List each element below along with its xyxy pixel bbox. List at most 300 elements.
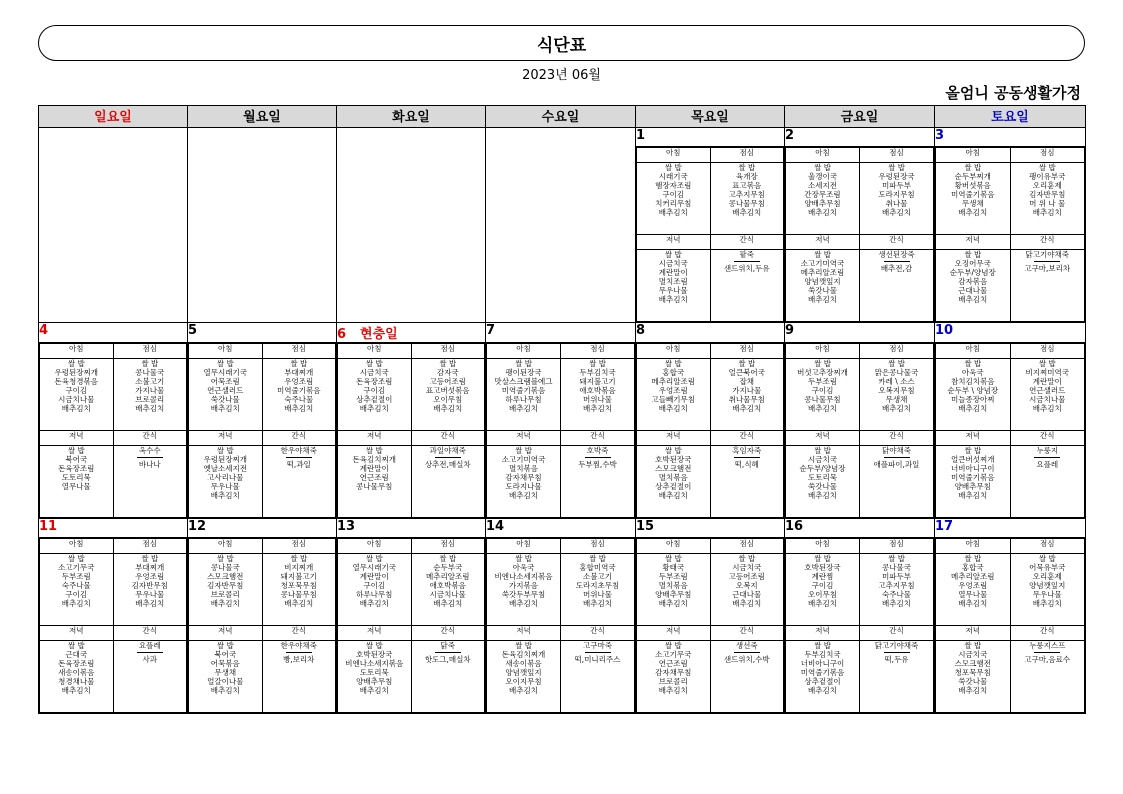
- snack-item-1: 한우야채죽: [280, 446, 317, 455]
- breakfast-label: 아침: [786, 148, 860, 163]
- day-number: 2: [785, 128, 795, 143]
- meal-label-row: [936, 148, 1085, 163]
- dinner-label: 저녁: [936, 431, 1011, 446]
- day-meal-cell: [337, 343, 486, 519]
- breakfast-label: 아침: [189, 344, 263, 359]
- day-meal-cell: [935, 538, 1086, 714]
- breakfast-menu: 쌀 밥 팽이된장국 맛살스크램블에그 미역줄기볶음 하루나무침 배추김치: [487, 359, 561, 431]
- lunch-label: 점심: [561, 539, 635, 554]
- weekday-header-row: [39, 106, 1086, 128]
- dinner-menu: 쌀 밥 소고기무국 연근조림 감자채무침 브로콜리 배추김치: [637, 641, 711, 713]
- dinner-menu: 쌀 밥 돈육김치찌개 계란말이 연근조림 콩나물무침: [338, 446, 412, 518]
- meal-content-row: [338, 446, 485, 518]
- snack-item-1: 옥수수: [138, 446, 161, 455]
- meal-content-row: [189, 359, 336, 431]
- snack-divider: [435, 652, 461, 653]
- meal-label-row: [40, 539, 187, 554]
- meal-content-row: [637, 554, 784, 626]
- breakfast-label: 아침: [487, 344, 561, 359]
- snack-label: 간식: [561, 431, 635, 446]
- meal-content-row: [936, 641, 1085, 713]
- snack-label: 간식: [1010, 431, 1085, 446]
- snack-menu: [1010, 250, 1085, 322]
- lunch-label: 점심: [1010, 148, 1085, 163]
- snack-divider: [1034, 457, 1060, 458]
- snack-label: 간식: [411, 431, 485, 446]
- breakfast-menu: 쌀 밥 시금치국 돈육장조림 구이김 상추겉절이 배추김치: [338, 359, 412, 431]
- lunch-menu: 쌀 밥 부대찌개 우엉조림 미역줄기볶음 숙주나물 배추김치: [262, 359, 336, 431]
- day-number-cell: [636, 519, 785, 538]
- organization-name: 올엄니 공동생활가정: [945, 84, 1081, 102]
- meal-label-row: [936, 431, 1085, 446]
- weekday-monday: 월요일: [188, 106, 337, 128]
- meal-label-row: [189, 539, 336, 554]
- day-number: 10: [935, 323, 954, 338]
- lunch-menu: 쌀 밥 비지찌개 돼지불고기 청포묵무침 콩나물무침 배추김치: [262, 554, 336, 626]
- snack-item-1: 고구마죽: [583, 641, 612, 650]
- dinner-menu: 쌀 밥 북어국 돈육장조림 도토리묵 열무나물: [40, 446, 114, 518]
- breakfast-label: 아침: [786, 539, 860, 554]
- meal-content-row: [637, 163, 784, 235]
- meal-content-row: [40, 641, 187, 713]
- day-number: 17: [935, 519, 954, 534]
- breakfast-menu: 쌀 밥 울갱이국 소세지전 간장무조림 양배추무침 배추김치: [786, 163, 860, 235]
- snack-item-2: 상추전,매실차: [424, 460, 471, 469]
- meal-content-row: [487, 446, 635, 518]
- day-meal-cell: [636, 343, 785, 519]
- breakfast-label: 아침: [637, 148, 711, 163]
- breakfast-menu: 쌀 밥 버섯고추장찌개 두부조림 구이김 콩나물무침 배추김치: [786, 359, 860, 431]
- snack-label: 간식: [860, 626, 934, 641]
- meal-content-row: [936, 446, 1085, 518]
- snack-item-2: 샌드위치,수박: [723, 655, 770, 664]
- day-number: 7: [486, 323, 496, 338]
- day-meal-grid: [935, 538, 1085, 713]
- snack-item-2: 고구마,음료수: [1024, 655, 1071, 664]
- holiday-label: 현충일: [360, 327, 398, 342]
- breakfast-label: 아침: [936, 539, 1011, 554]
- lunch-label: 점심: [1010, 539, 1085, 554]
- dinner-label: 저녁: [189, 431, 263, 446]
- day-meal-grid: [337, 538, 485, 713]
- breakfast-label: 아침: [936, 344, 1011, 359]
- day-number-cell: [636, 323, 785, 343]
- day-number-cell: [39, 323, 188, 343]
- lunch-label: 점심: [860, 344, 934, 359]
- day-number: 11: [39, 519, 58, 534]
- breakfast-menu: 쌀 밥 아욱국 참치김치볶음 순두부 \ 양념장 미늘종장아찌 배추김치: [936, 359, 1011, 431]
- day-number: 1: [636, 128, 646, 143]
- lunch-label: 점심: [860, 148, 934, 163]
- snack-item-1: 닭야채죽: [882, 446, 911, 455]
- snack-item-2: 핫도그,매실차: [424, 655, 471, 664]
- page-title: 식단표: [38, 25, 1085, 61]
- snack-label: 간식: [1010, 235, 1085, 250]
- meal-content-row: [637, 250, 784, 322]
- day-number: 16: [785, 519, 804, 534]
- meal-label-row: [637, 431, 784, 446]
- meal-label-row: [786, 344, 934, 359]
- snack-divider: [137, 457, 163, 458]
- snack-divider: [884, 652, 910, 653]
- lunch-label: 점심: [710, 148, 784, 163]
- dinner-label: 저녁: [40, 431, 114, 446]
- dinner-label: 저녁: [338, 431, 412, 446]
- day-meal-grid: [935, 147, 1085, 322]
- meal-label-row: [637, 344, 784, 359]
- meal-label-row: [338, 626, 485, 641]
- weekday-tuesday: 화요일: [337, 106, 486, 128]
- dinner-label: 저녁: [637, 431, 711, 446]
- dinner-label: 저녁: [487, 626, 561, 641]
- snack-label: 간식: [710, 431, 784, 446]
- day-number-cell: [39, 519, 188, 538]
- breakfast-label: 아침: [637, 539, 711, 554]
- meal-calendar: [38, 105, 1086, 714]
- breakfast-menu: 쌀 밥 우렁된장찌개 돈육청경볶음 구이김 시금치나물 배추김치: [40, 359, 114, 431]
- meal-content-row: [338, 641, 485, 713]
- day-number: 13: [337, 519, 356, 534]
- weekday-wednesday: 수요일: [486, 106, 636, 128]
- snack-item-1: 누룽지: [1036, 446, 1059, 455]
- weekday-saturday: 토요일: [935, 106, 1086, 128]
- dinner-label: 저녁: [786, 626, 860, 641]
- breakfast-menu: 쌀 밥 열무시래기국 어묵조림 연근샐러드 쑥갓나물 배추김치: [189, 359, 263, 431]
- breakfast-menu: 쌀 밥 열무시래기국 계란말이 구이김 하루나무침 배추김치: [338, 554, 412, 626]
- snack-label: 간식: [860, 431, 934, 446]
- meal-label-row: [786, 235, 934, 250]
- meal-content-row: [936, 250, 1085, 322]
- empty-day-cell: [486, 128, 636, 323]
- snack-label: 간식: [710, 235, 784, 250]
- meal-content-row: [338, 359, 485, 431]
- meal-content-row: [189, 641, 336, 713]
- day-meal-cell: [188, 538, 337, 714]
- snack-label: 간식: [860, 235, 934, 250]
- meal-label-row: [637, 539, 784, 554]
- snack-item-2: 애플파이,과일: [873, 460, 920, 469]
- snack-item-2: 떡,과일: [286, 460, 311, 469]
- breakfast-menu: 쌀 밥 순두부찌개 황버섯볶음 미역줄기볶음 무생채 배추김치: [936, 163, 1011, 235]
- dinner-menu: 쌀 밥 얼큰버섯찌개 너비아니구이 미역줄기볶음 양배추무침 배추김치: [936, 446, 1011, 518]
- dinner-label: 저녁: [338, 626, 412, 641]
- lunch-menu: 쌀 밥 우렁된장국 미파두부 도라지무침 취나물 배추김치: [860, 163, 934, 235]
- lunch-menu: 쌀 밥 팽이유부국 오리훈제 김자반무침 머 위 나 물 배추김치: [1010, 163, 1085, 235]
- snack-divider: [585, 457, 611, 458]
- meal-label-row: [936, 235, 1085, 250]
- snack-label: 간식: [411, 626, 485, 641]
- lunch-label: 점심: [710, 539, 784, 554]
- week-1-number-row: [39, 128, 1086, 147]
- dinner-menu: 쌀 밥 시금치국 계란말이 멸치조림 무우나물 배추김치: [637, 250, 711, 322]
- dinner-label: 저녁: [487, 431, 561, 446]
- meal-label-row: [487, 539, 635, 554]
- day-number: 6: [337, 327, 347, 342]
- snack-item-2: 고구마,보리차: [1024, 264, 1071, 273]
- day-meal-grid: [935, 343, 1085, 518]
- snack-item-2: 바나나: [138, 460, 161, 469]
- day-number-cell: [935, 323, 1086, 343]
- dinner-label: 저녁: [936, 235, 1011, 250]
- snack-item-2: 샌드위치,두유: [723, 264, 770, 273]
- meal-label-row: [338, 344, 485, 359]
- dinner-menu: 쌀 밥 호박된장국 비엔나소세지볶음 도토리묵 양배추무침 배추김치: [338, 641, 412, 713]
- dinner-label: 저녁: [637, 626, 711, 641]
- dinner-menu: 쌀 밥 돈육김치찌개 새송이볶음 양념깻잎지 오이지무침 배추김치: [487, 641, 561, 713]
- day-meal-cell: [39, 538, 188, 714]
- lunch-label: 점심: [262, 539, 336, 554]
- day-meal-cell: [935, 147, 1086, 323]
- snack-item-2: 떡,미니리주스: [574, 655, 621, 664]
- dinner-label: 저녁: [786, 431, 860, 446]
- dinner-menu: 쌀 밥 소고기미역국 메추리알조림 양념깻잎지 쑥갓나물 배추김치: [786, 250, 860, 322]
- dinner-menu: 쌀 밥 우렁된장찌개 옛날소세지전 고사리나물 무우나물 배추김치: [189, 446, 263, 518]
- snack-divider: [884, 261, 910, 262]
- lunch-menu: 쌀 밥 육개장 표고볶음 고추지무침 콩나물무침 배추김치: [710, 163, 784, 235]
- meal-label-row: [487, 626, 635, 641]
- lunch-label: 점심: [860, 539, 934, 554]
- lunch-menu: 쌀 밥 시금치국 고등어조림 오복지 근대나물 배추김치: [710, 554, 784, 626]
- day-number: 15: [636, 519, 655, 534]
- day-meal-grid: [337, 343, 485, 518]
- snack-menu: [262, 641, 336, 713]
- breakfast-label: 아침: [487, 539, 561, 554]
- meal-content-row: [40, 554, 187, 626]
- snack-menu: [860, 446, 934, 518]
- day-number-cell: [785, 128, 935, 147]
- lunch-menu: 쌀 밥 콩나물국 소불고기 가지나물 브로콜리 배추김치: [113, 359, 187, 431]
- breakfast-label: 아침: [786, 344, 860, 359]
- day-meal-grid: [188, 538, 336, 713]
- week-3-number-row: [39, 519, 1086, 538]
- day-meal-cell: [486, 538, 636, 714]
- dinner-menu: 쌀 밥 근대국 돈육장조림 새송이볶음 청경채나물 배추김치: [40, 641, 114, 713]
- snack-item-2: 떡,식혜: [734, 460, 759, 469]
- day-number-cell: [935, 128, 1086, 147]
- week-3-body-row: [39, 538, 1086, 714]
- snack-menu: [411, 641, 485, 713]
- meal-content-row: [487, 359, 635, 431]
- snack-label: 간식: [113, 431, 187, 446]
- day-meal-cell: [636, 538, 785, 714]
- snack-label: 간식: [262, 626, 336, 641]
- weekday-friday: 금요일: [785, 106, 935, 128]
- meal-content-row: [936, 554, 1085, 626]
- meal-label-row: [189, 431, 336, 446]
- dinner-menu: 쌀 밥 북어국 어묵볶음 무생채 얼갈이나물 배추김치: [189, 641, 263, 713]
- day-meal-grid: [785, 147, 934, 322]
- snack-item-2: 떡,두유: [884, 655, 909, 664]
- day-number: 9: [785, 323, 795, 338]
- day-meal-grid: [486, 538, 635, 713]
- snack-menu: [113, 641, 187, 713]
- dinner-menu: 쌀 밥 시금치국 순두부/양념장 도토리묵 쑥갓나물 배추김치: [786, 446, 860, 518]
- lunch-label: 점심: [1010, 344, 1085, 359]
- lunch-label: 점심: [113, 539, 187, 554]
- meal-content-row: [637, 359, 784, 431]
- day-number-cell: [486, 519, 636, 538]
- dinner-menu: 쌀 밥 두부김치국 너비아니구이 미역줄기볶음 상추겉절이 배추김치: [786, 641, 860, 713]
- lunch-menu: 쌀 밥 비지찌미역국 계란말이 연근샐러드 시금치나물 배추김치: [1010, 359, 1085, 431]
- day-meal-cell: [785, 147, 935, 323]
- snack-divider: [884, 457, 910, 458]
- lunch-label: 점심: [561, 344, 635, 359]
- lunch-label: 점심: [113, 344, 187, 359]
- day-meal-cell: [785, 538, 935, 714]
- meal-label-row: [487, 431, 635, 446]
- meal-label-row: [786, 626, 934, 641]
- lunch-label: 점심: [262, 344, 336, 359]
- week-2-number-row: [39, 323, 1086, 343]
- snack-divider: [1034, 652, 1060, 653]
- snack-menu: [113, 446, 187, 518]
- snack-item-2: 빵,보리차: [283, 655, 315, 664]
- meal-content-row: [189, 446, 336, 518]
- breakfast-menu: 쌀 밥 호박된장국 계란찜 구이김 오이무침 배추김치: [786, 554, 860, 626]
- dinner-menu: 쌀 밥 호박된장국 스모크햄전 멸치볶음 상추겉절이 배추김치: [637, 446, 711, 518]
- breakfast-menu: 쌀 밥 아욱국 비엔나소세지볶음 가지볶음 쑥갓두부무침 배추김치: [487, 554, 561, 626]
- snack-menu: [1010, 641, 1085, 713]
- week-2-body-row: [39, 343, 1086, 519]
- lunch-menu: 쌀 밥 두부김치국 돼지불고기 애호박볶음 머위나물 배추김치: [561, 359, 635, 431]
- snack-item-2: 사과: [142, 655, 157, 664]
- meal-content-row: [936, 163, 1085, 235]
- day-meal-grid: [636, 147, 784, 322]
- empty-day-cell: [188, 128, 337, 323]
- breakfast-label: 아침: [637, 344, 711, 359]
- meal-label-row: [786, 431, 934, 446]
- meal-label-row: [189, 626, 336, 641]
- snack-divider: [286, 457, 312, 458]
- lunch-label: 점심: [411, 344, 485, 359]
- meal-label-row: [936, 344, 1085, 359]
- meal-content-row: [786, 446, 934, 518]
- day-number: 8: [636, 323, 646, 338]
- snack-label: 간식: [113, 626, 187, 641]
- meal-content-row: [786, 641, 934, 713]
- meal-label-row: [40, 431, 187, 446]
- meal-content-row: [487, 641, 635, 713]
- snack-item-1: 과일야채죽: [429, 446, 466, 455]
- empty-day-cell: [337, 128, 486, 323]
- snack-menu: [561, 641, 635, 713]
- snack-item-2: 요플레: [1036, 460, 1059, 469]
- lunch-label: 점심: [411, 539, 485, 554]
- snack-menu: [262, 446, 336, 518]
- meal-content-row: [786, 250, 934, 322]
- day-number-cell: [486, 323, 636, 343]
- lunch-menu: 쌀 밥 홍합미역국 소불고기 도라지초무침 머위나물 배추김치: [561, 554, 635, 626]
- day-meal-grid: [785, 538, 934, 713]
- snack-label: 간식: [561, 626, 635, 641]
- meal-label-row: [936, 539, 1085, 554]
- snack-item-1: 닭고기야채죽: [1025, 250, 1069, 259]
- breakfast-label: 아침: [40, 539, 114, 554]
- meal-label-row: [338, 431, 485, 446]
- snack-divider: [734, 457, 760, 458]
- day-meal-grid: [636, 538, 784, 713]
- snack-item-1: 팥죽: [739, 250, 754, 259]
- snack-item-1: 생선죽: [735, 641, 758, 650]
- dinner-menu: 쌀 밥 소고기미역국 멸치볶음 감자채무침 도라지나물 배추김치: [487, 446, 561, 518]
- lunch-menu: 쌀 밥 얼큰북어국 잡채 가지나물 취나물무침 배추김치: [710, 359, 784, 431]
- meal-label-row: [40, 626, 187, 641]
- day-number: 3: [935, 128, 945, 143]
- day-meal-cell: [636, 147, 785, 323]
- snack-item-1: 누룽지스프: [1029, 641, 1066, 650]
- meal-content-row: [40, 359, 187, 431]
- day-number-cell: [188, 323, 337, 343]
- breakfast-menu: 쌀 밥 홍합국 메추리알조림 우엉조림 고들빼기무침 배추김치: [637, 359, 711, 431]
- snack-item-1: 호박죽: [586, 446, 609, 455]
- snack-item-2: 두부찜,수박: [578, 460, 617, 469]
- snack-item-1: 닭죽: [440, 641, 455, 650]
- snack-label: 간식: [710, 626, 784, 641]
- dinner-label: 저녁: [936, 626, 1011, 641]
- meal-content-row: [487, 554, 635, 626]
- snack-menu: [710, 250, 784, 322]
- breakfast-label: 아침: [189, 539, 263, 554]
- day-meal-cell: [935, 343, 1086, 519]
- breakfast-label: 아침: [338, 539, 412, 554]
- snack-menu: [860, 641, 934, 713]
- snack-divider: [1034, 261, 1060, 262]
- breakfast-menu: 쌀 밥 시래기국 햄장자조림 구이김 치커리무침 배추김치: [637, 163, 711, 235]
- day-number: 5: [188, 323, 198, 338]
- day-number: 14: [486, 519, 505, 534]
- snack-item-1: 한우야채죽: [280, 641, 317, 650]
- day-meal-grid: [785, 343, 934, 518]
- day-number-cell: [785, 323, 935, 343]
- day-meal-cell: [39, 343, 188, 519]
- snack-item-1: 요플레: [138, 641, 161, 650]
- empty-day-cell: [39, 128, 188, 323]
- month-label: 2023년 06월: [522, 68, 601, 83]
- snack-menu: [1010, 446, 1085, 518]
- meal-label-row: [40, 344, 187, 359]
- meal-content-row: [189, 554, 336, 626]
- lunch-menu: 쌀 밥 감자국 고등어조림 표고버섯볶음 오이무침 배추김치: [411, 359, 485, 431]
- weekday-sunday: 일요일: [39, 106, 188, 128]
- day-meal-grid: [486, 343, 635, 518]
- snack-divider: [435, 457, 461, 458]
- snack-menu: [710, 446, 784, 518]
- snack-label: 간식: [1010, 626, 1085, 641]
- day-meal-cell: [188, 343, 337, 519]
- dinner-menu: 쌀 밥 오징어무국 순두부/양념장 감자볶음 근대나물 배추김치: [936, 250, 1011, 322]
- lunch-label: 점심: [710, 344, 784, 359]
- lunch-menu: 쌀 밥 어묵유부국 오리훈제 양념깻잎지 무우나물 배추김치: [1010, 554, 1085, 626]
- snack-menu: [710, 641, 784, 713]
- day-number-cell: [337, 519, 486, 538]
- snack-menu: [860, 250, 934, 322]
- day-meal-grid: [39, 538, 187, 713]
- lunch-menu: 쌀 밥 부대찌개 우엉조림 김자반무침 무우나물 배추김치: [113, 554, 187, 626]
- snack-item-2: 배추전,감: [880, 264, 913, 273]
- day-number: 12: [188, 519, 207, 534]
- snack-item-1: 흑임자죽: [732, 446, 762, 455]
- snack-divider: [286, 652, 312, 653]
- dinner-label: 저녁: [40, 626, 114, 641]
- breakfast-menu: 쌀 밥 홍합국 메추리알조림 우엉조림 열무나물 배추김치: [936, 554, 1011, 626]
- snack-divider: [734, 261, 760, 262]
- day-number-cell: [935, 519, 1086, 538]
- snack-menu: [561, 446, 635, 518]
- meal-label-row: [936, 626, 1085, 641]
- breakfast-menu: 쌀 밥 소고기무국 두부조림 숙주나물 구이김 배추김치: [40, 554, 114, 626]
- meal-content-row: [936, 359, 1085, 431]
- breakfast-label: 아침: [338, 344, 412, 359]
